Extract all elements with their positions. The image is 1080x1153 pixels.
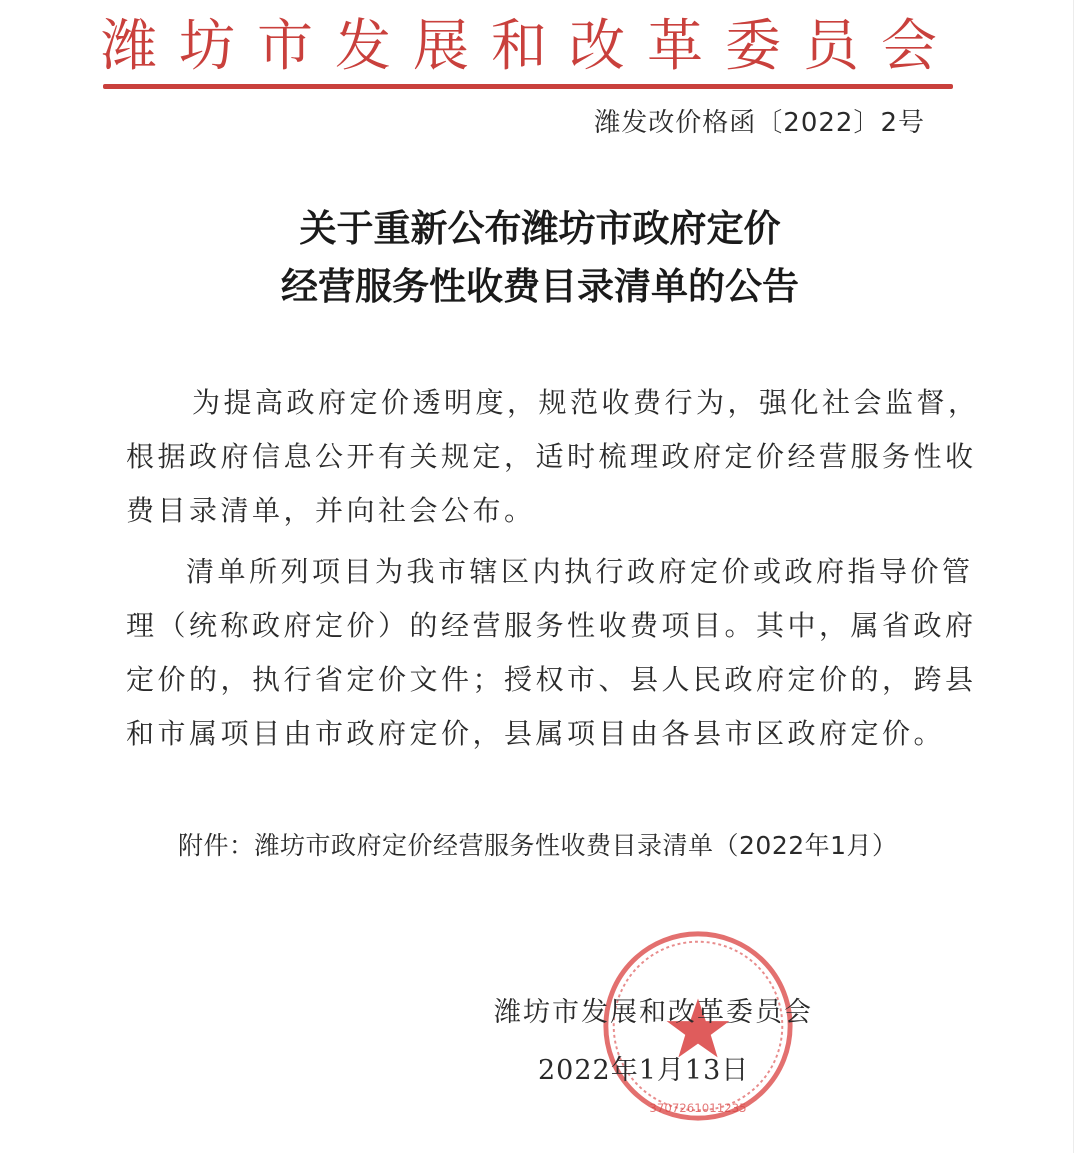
- signature-date: 2022年1月13日: [538, 1055, 750, 1086]
- paragraph-line: 为提高政府定价透明度，规范收费行为，强化社会监督，: [192, 386, 980, 419]
- paragraph-line: 费目录清单，并向社会公布。: [126, 494, 536, 527]
- document-title-line-1: 关于重新公布潍坊市政府定价: [299, 207, 781, 250]
- document-title-line-2: 经营服务性收费目录清单的公告: [281, 265, 799, 308]
- body-paragraph-1: [126, 376, 980, 538]
- letterhead-rule: [103, 84, 953, 89]
- svg-text:3707261011235: 3707261011235: [649, 1101, 747, 1116]
- page-edge: [1073, 0, 1074, 1153]
- paragraph-line: 和市属项目由市政府定价，县属项目由各县市区政府定价。: [126, 717, 946, 750]
- paragraph-line: 根据政府信息公开有关规定，适时梳理政府定价经营服务性收: [126, 440, 977, 473]
- paragraph-line: 理（统称政府定价）的经营服务性收费项目。其中，属省政府: [126, 609, 977, 642]
- attachment-reference: 附件：潍坊市政府定价经营服务性收费目录清单（2022年1月）: [178, 831, 898, 860]
- signature-organization: 潍坊市发展和改革委员会: [494, 997, 813, 1028]
- paragraph-line: 定价的，执行省定价文件；授权市、县人民政府定价的，跨县: [126, 663, 977, 696]
- paragraph-line: 清单所列项目为我市辖区内执行政府定价或政府指导价管: [186, 555, 974, 588]
- letterhead-title: 潍坊市发展和改革委员会: [101, 14, 959, 79]
- document-number: 潍发改价格函〔2022〕2号: [594, 108, 925, 138]
- body-paragraph-2: [126, 545, 977, 761]
